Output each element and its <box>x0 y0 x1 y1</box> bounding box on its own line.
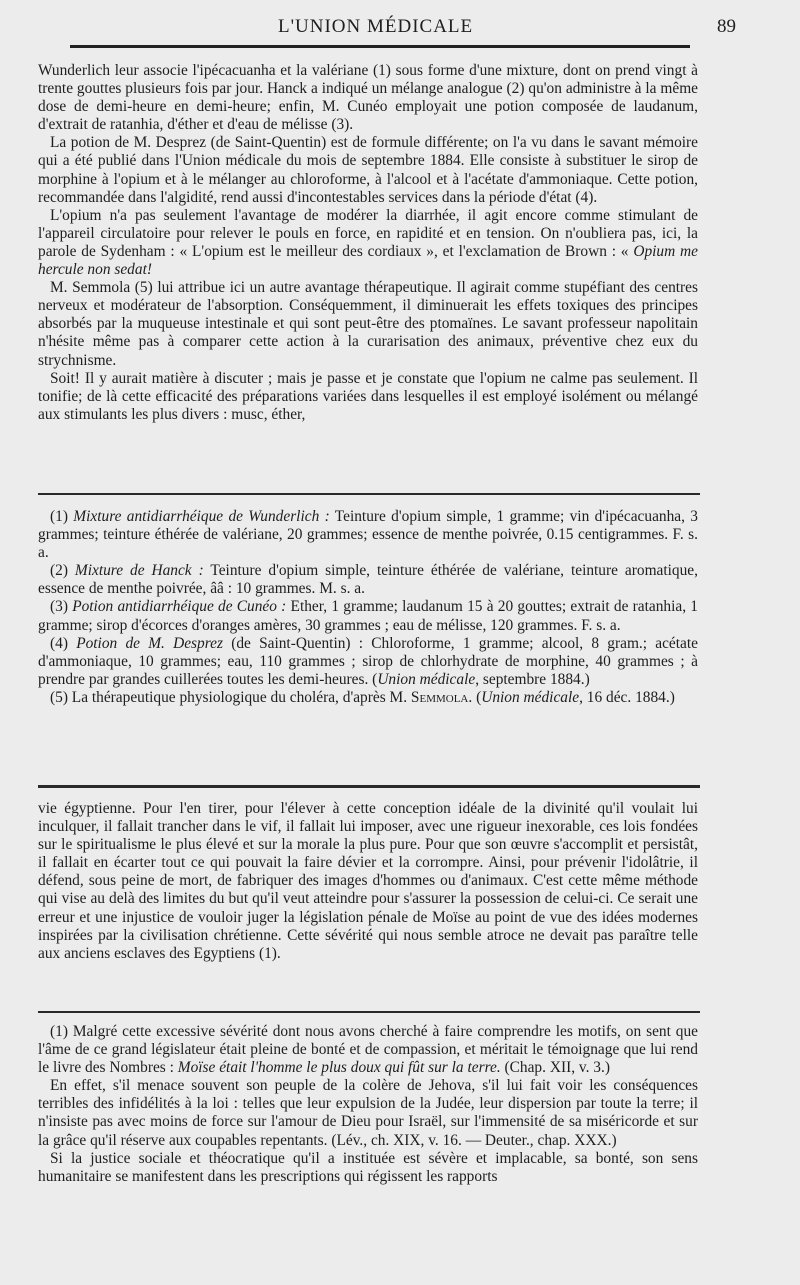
footnote: (4) Potion de M. Desprez (de Saint-Quentin) : Chloroforme, 1 gramme; alcool, 8 gram.; acétate d'ammoniaque, 10 grammes; eau, 110 grammes ; sirop de chlorhydrate de morphine, 40 grammes ; à prendre par grandes cuillerées toutes les demi-heures. (Union médicale, septembre 1884.) <box>38 634 698 688</box>
page-number: 89 <box>717 16 736 37</box>
paragraph: Wunderlich leur associe l'ipécacuanha et la valériane (1) sous forme d'une mixture, dont on prend vingt à trente gouttes plusieurs fois par jour. Hanck a indiqué un mélange analogue (2) qu'on administre à la même dose de demi-heure en demi-heure; enfin, M. Cunéo employait une potion composée de laudanum, d'extrait de ratanhia, d'éther et d'eau de mélisse (3). <box>38 62 698 134</box>
header-rule <box>70 45 690 48</box>
paragraph: L'opium n'a pas seulement l'avantage de modérer la diarrhée, il agit encore comme stimulant de l'appareil circulatoire pour relever le pouls en force, en rapidité et en tension. On n'oubliera pas, ici, la parole de Sydenham : « L'opium est le meilleur des cordiaux », et l'exclamation de Brown : « Opium me hercule non sedat! <box>38 206 698 279</box>
footnote: (2) Mixture de Hanck : Teinture d'opium simple, teinture éthérée de valériane, teinture aromatique, essence de menthe poivrée, ââ : 10 grammes. M. s. a. <box>38 562 698 598</box>
running-title: L'UNION MÉDICALE <box>278 16 474 37</box>
footnote: (5) La thérapeutique physiologique du choléra, d'après M. Semmola. (Union médicale, 16 déc. 1884.) <box>50 688 675 706</box>
paragraph: Soit! Il y aurait matière à discuter ; mais je passe et je constate que l'opium ne calme pas seulement. Il tonifie; de là cette efficacité des préparations variées dans lesquelles il est employé isolément ou mélangé aux stimulants les plus divers : musc, éther, <box>38 369 698 423</box>
paragraph: M. Semmola (5) lui attribue ici un autre avantage thérapeutique. Il agirait comme stupéfiant des centres nerveux et modérateur de l'absorption. Conséquemment, il diminuerait les effets toxiques des principes absorbés par la muqueuse intestinale et qui sont peut-être des ptomaïnes. Le savant professeur napolitain n'hésite même pas à comparer cette action à la curarisation des animaux, préventive chez eux du strychnisme. <box>38 279 698 369</box>
footnote: (1) Malgré cette excessive sévérité dont nous avons cherché à faire comprendre les motifs, on sent que l'âme de ce grand législateur était pleine de bonté et de compassion, et méritait le témoignage que lui rend le livre des Nombres : Moïse était l'homme le plus doux qui fût sur la terre. (Chap. XII, v. 3.) <box>38 1023 698 1077</box>
article-body-lower <box>38 800 698 963</box>
paragraph: La potion de M. Desprez (de Saint-Quentin) est de formule différente; on l'a vu dans le savant mémoire qui a été publié dans l'Union médicale du mois de septembre 1884. Elle consiste à substituer le sirop de morphine à l'opium et à le mélanger au chloroforme, à l'alcool et à l'acétate d'ammoniaque. Cette potion, recommandée dans l'algidité, rend aussi d'incontestables services dans la période d'état (4). <box>38 134 698 206</box>
footnote: Si la justice sociale et théocratique qu'il a instituée est sévère et implacable, sa bonté, son sens humanitaire se manifestent dans les prescriptions qui régissent les rapports <box>38 1149 698 1185</box>
footnotes-lower <box>38 1023 698 1186</box>
article-body-upper <box>38 62 698 424</box>
section-separator <box>38 785 700 788</box>
footnote: (3) Potion antidiarrhéique de Cunéo : Ether, 1 gramme; laudanum 15 à 20 gouttes; extrait de ratanhia, 1 gramme; sirop d'écorces d'oranges amères, 30 grammes ; eau de mélisse, 120 grammes. F. s. a. <box>38 598 698 634</box>
page-header <box>38 8 738 46</box>
footnote-separator <box>38 493 700 495</box>
footnote: En effet, s'il menace souvent son peuple de la colère de Jehova, s'il lui fait voir les conséquences terribles des infidélités à la loi : telles que leur expulsion de la Judée, leur dispersion par toute la terre; il n'insiste pas avec moins de force sur l'amour de Dieu pour Israël, sur l'immensité de sa miséricorde et sur la grâce qu'il réserve aux coupables repentants. (Lév., ch. XIX, v. 16. — Deuter., chap. XXX.) <box>38 1077 698 1149</box>
footnote-separator <box>38 1011 700 1013</box>
footnotes-upper <box>38 508 698 707</box>
paragraph: vie égyptienne. Pour l'en tirer, pour l'élever à cette conception idéale de la divinité qu'il voulait lui inculquer, il fallait trancher dans le vif, il fallait lui imposer, avec une rigueur inexorable, ces lois fondées sur le spiritualisme le plus élevé et sur la morale la plus pure. Pour que son œuvre s'accomplit et persistât, il fallait en écarter tout ce qui pouvait la faire dévier et la corrompre. Ainsi, pour prévenir l'idolâtrie, il défend, sous peine de mort, de fabriquer des images d'hommes ou d'animaux. C'est cette même méthode qui vise au delà des limites du but qu'il veut atteindre pour s'assurer la possession de celui-ci. Ce serait une erreur et une injustice de vouloir juger la législation pénale de Moïse au point de vue des idées modernes inspirées par la civilisation chrétienne. Cette sévérité qui nous semble atroce ne devait pas paraître telle aux anciens esclaves des Egyptiens (1). <box>38 800 698 962</box>
footnote: (1) Mixture antidiarrhéique de Wunderlich : Teinture d'opium simple, 1 gramme; vin d'ipécacuanha, 3 grammes; teinture éthérée de valériane, 20 grammes; essence de menthe poivrée, 0.15 centigrammes. F. s. a. <box>38 508 698 562</box>
